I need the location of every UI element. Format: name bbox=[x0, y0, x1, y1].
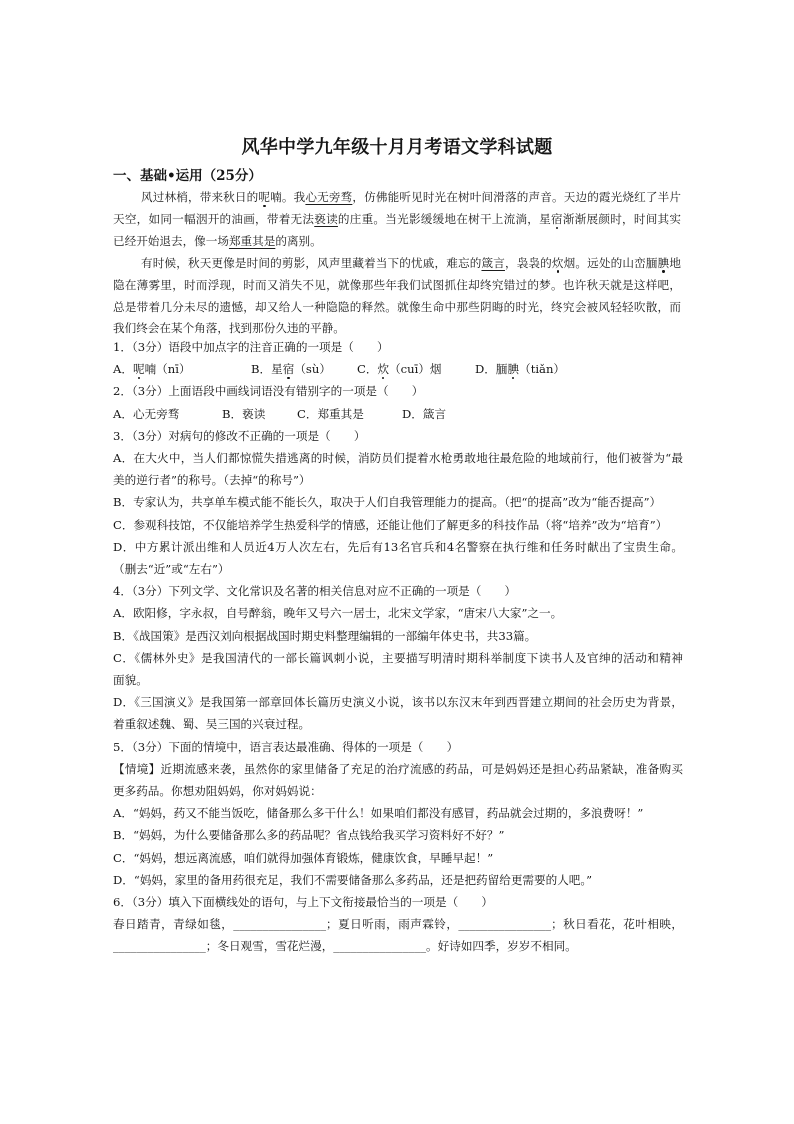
option-c bbox=[113, 847, 683, 869]
option-c bbox=[113, 647, 683, 691]
item-line: D．中方累计派出维和人员近4万人次左右，先后有13名官兵和4名警察在执行维和任务时献出了宝贵生命。 bbox=[113, 539, 683, 554]
question-2 bbox=[113, 380, 683, 424]
item-line: 着重叙述魏、蜀、吴三国的兴衰过程。 bbox=[113, 717, 311, 732]
item-line: D．“妈妈，家里的备用药很充足，我们不需要储备那么多药品，还是把药留给更需要的人吧。” bbox=[113, 872, 593, 887]
option-a bbox=[113, 802, 683, 824]
underlined-word: 箴言 bbox=[481, 255, 505, 270]
text-run: 风过林梢，带来秋日的 bbox=[141, 190, 259, 204]
text-run: （sù） bbox=[294, 362, 331, 377]
dotted-character: 呢 bbox=[258, 190, 271, 204]
choice-d bbox=[402, 403, 683, 425]
item-line: A．“妈妈，药又不能当饭吃，储备那么多干什么！如果咱们都没有感冒，药品就会过期的，多浪费呀！” bbox=[113, 806, 644, 821]
text-run: D．箴言 bbox=[402, 406, 447, 421]
passage bbox=[113, 187, 681, 340]
text-run: ，仿佛能听见时光在树叶间滑落的声音。天边的霞光烧红了半片 bbox=[352, 190, 681, 204]
text-run: 天空，如同一幅洇开的油画，带着无法 bbox=[113, 211, 315, 226]
question-4 bbox=[113, 580, 683, 735]
question-stem: 2．（3分）上面语段中画线词语没有错别字的一项是（ ） bbox=[113, 384, 424, 399]
passage-paragraph bbox=[113, 253, 681, 341]
item-line: B．《战国策》是西汉刘向根据战国时期史料整理编辑的一部编年体史书，共33篇。 bbox=[113, 628, 537, 643]
item-line: D．《三国演义》是我国第一部章回体长篇历史演义小说，该书以东汉末年到西晋建立期间的社会历史为背景， bbox=[113, 695, 683, 710]
option-b bbox=[113, 824, 683, 846]
text-block bbox=[113, 758, 683, 802]
text-run: C． bbox=[357, 362, 378, 377]
question-stem: 3．（3分）对病句的修改不正确的一项是（ ） bbox=[113, 428, 366, 443]
question-5 bbox=[113, 736, 683, 891]
item-line: A．欧阳修，字永叔，自号醉翁，晚年又号六一居士，北宋文学家，“唐宋八大家”之一。 bbox=[113, 606, 563, 621]
dotted-character: 宿 bbox=[282, 362, 295, 377]
passage-line bbox=[113, 231, 681, 253]
choice-b bbox=[251, 358, 357, 380]
passage-line bbox=[113, 275, 681, 297]
underlined-word: 心无旁骛 bbox=[305, 190, 353, 204]
option-d bbox=[113, 691, 683, 735]
text-run: 喃（nī） bbox=[144, 362, 191, 377]
option-a bbox=[113, 447, 683, 491]
item-line: ________________；冬日观雪，雪花烂漫，________________。好诗如四季，岁岁不相同。 bbox=[113, 939, 577, 954]
text-run: B．亵读 bbox=[222, 406, 266, 421]
text-run: 地 bbox=[669, 255, 681, 270]
passage-line bbox=[113, 187, 681, 209]
item-line: 美的逆行者”的称号。（去掉“的称号”） bbox=[113, 473, 311, 488]
question-1 bbox=[113, 336, 683, 380]
passage-paragraph bbox=[113, 187, 681, 253]
text-run: C．郑重其是 bbox=[297, 406, 364, 421]
text-run: 我们终会在某个角落，找到那份久违的平静。 bbox=[113, 321, 345, 336]
text-run: 的离别。 bbox=[275, 233, 322, 248]
text-block bbox=[113, 913, 683, 957]
text-run: A．心无旁骛 bbox=[113, 406, 180, 421]
item-line: C．参观科技馆，不仅能培养学生热爱科学的情感，还能让他们了解更多的科技作品（将“培养”改为“培育”） bbox=[113, 517, 668, 532]
question-stem: 6．（3分）填入下面横线处的语句，与上下文衔接最恰当的一项是（ ） bbox=[113, 895, 493, 910]
text-run: 烟。远处的山峦腼 bbox=[563, 255, 658, 270]
item-line: 春日踏青，青绿如毯，________________；夏日听雨，雨声霖铃，________________；秋日看花，花叶相映， bbox=[113, 917, 683, 932]
text-run: ，袅袅的 bbox=[504, 255, 552, 270]
option-c bbox=[113, 514, 683, 536]
choice-a bbox=[113, 358, 251, 380]
underlined-word: 郑重其是 bbox=[228, 233, 276, 248]
choice-a bbox=[113, 403, 222, 425]
text-run: （cuī）烟 bbox=[389, 362, 442, 377]
item-line: B．“妈妈，为什么要储备那么多的药品呢？省点钱给我买学习资料好不好？” bbox=[113, 828, 505, 843]
text-run: 总是带着几分未尽的遗憾，却又给人一种隐隐的释然。就像生命中那些阴晦的时光，终究会被风轻轻吹散，而 bbox=[113, 299, 681, 314]
underlined-word: 亵读 bbox=[314, 211, 338, 226]
text-run: A． bbox=[113, 362, 133, 377]
question-stem: 1．（3分）语段中加点字的注音正确的一项是（ ） bbox=[113, 340, 389, 354]
section-heading: 一、基础•运用（25分） bbox=[113, 168, 262, 184]
text-run: 隐在薄雾里，时而浮现，时而又消失不见，就像那些年我们试图抓住却终究错过的梦。也许秋天就是这样吧， bbox=[113, 277, 681, 292]
choice-c bbox=[357, 358, 475, 380]
dotted-character: 腆 bbox=[657, 255, 670, 270]
dotted-character: 腆 bbox=[507, 362, 520, 377]
text-run: 的庄重。当光影缓缓地在树干上流淌，星 bbox=[337, 211, 551, 226]
text-run: D．腼 bbox=[475, 362, 508, 377]
dotted-character: 炊 bbox=[551, 255, 564, 270]
option-a bbox=[113, 602, 683, 624]
text-run: B．星 bbox=[251, 362, 283, 377]
text-run: 渐渐展颜时，时间其实 bbox=[562, 211, 681, 226]
option-d bbox=[113, 536, 683, 580]
choice-row bbox=[113, 403, 683, 425]
item-line: （删去“近”或“左右”） bbox=[113, 562, 230, 577]
option-b bbox=[113, 491, 683, 513]
item-line: 面貌。 bbox=[113, 673, 148, 688]
dotted-character: 呢 bbox=[132, 362, 145, 377]
dotted-character: 炊 bbox=[377, 362, 390, 377]
passage-line bbox=[113, 209, 681, 231]
choice-d bbox=[475, 358, 683, 380]
item-line: 更多药品。你想劝阻妈妈，你对妈妈说： bbox=[113, 784, 322, 799]
choice-row bbox=[113, 358, 683, 380]
item-line: C．“妈妈，想远离流感，咱们就得加强体育锻炼，健康饮食，早睡早起！” bbox=[113, 850, 494, 865]
dotted-character: 宿 bbox=[551, 211, 563, 226]
item-line: C．《儒林外史》是我国清代的一部长篇讽刺小说，主要描写明清时期科举制度下读书人及官绅的活动和精神 bbox=[113, 650, 683, 665]
question-stem: 5．（3分）下面的情境中，语言表达最准确、得体的一项是（ ） bbox=[113, 739, 459, 754]
item-line: B．专家认为，共享单车模式能不能长久，取决于人们自我管理能力的提高。（把“的提高”改为“能否提高”） bbox=[113, 495, 662, 510]
question-stem: 4．（3分）下列文学、文化常识及名著的相关信息对应不正确的一项是（ ） bbox=[113, 584, 517, 599]
text-run: 喃。我 bbox=[270, 190, 306, 204]
passage-line bbox=[113, 253, 681, 275]
text-run: 已经开始退去，像一场 bbox=[113, 233, 229, 248]
passage-line bbox=[113, 297, 681, 319]
item-line: 【情境】近期流感来袭，虽然你的家里储备了充足的治疗流感的药品，可是妈妈还是担心药品紧缺，准备购买 bbox=[113, 761, 683, 776]
option-b bbox=[113, 625, 683, 647]
question-list bbox=[113, 336, 683, 958]
text-run: （tiǎn） bbox=[519, 362, 566, 377]
question-6 bbox=[113, 891, 683, 958]
exam-title: 风华中学九年级十月月考语文学科试题 bbox=[241, 137, 553, 158]
choice-c bbox=[297, 403, 402, 425]
text-run: 有时候，秋天更像是时间的剪影，风声里藏着当下的忧戚，难忘的 bbox=[141, 255, 482, 270]
item-line: A．在大火中，当人们都惊慌失措逃离的时候，消防员们提着水枪勇敢地往最危险的地域前行，他们被誉为“最 bbox=[113, 451, 683, 466]
question-3 bbox=[113, 425, 683, 580]
choice-b bbox=[222, 403, 297, 425]
option-d bbox=[113, 869, 683, 891]
